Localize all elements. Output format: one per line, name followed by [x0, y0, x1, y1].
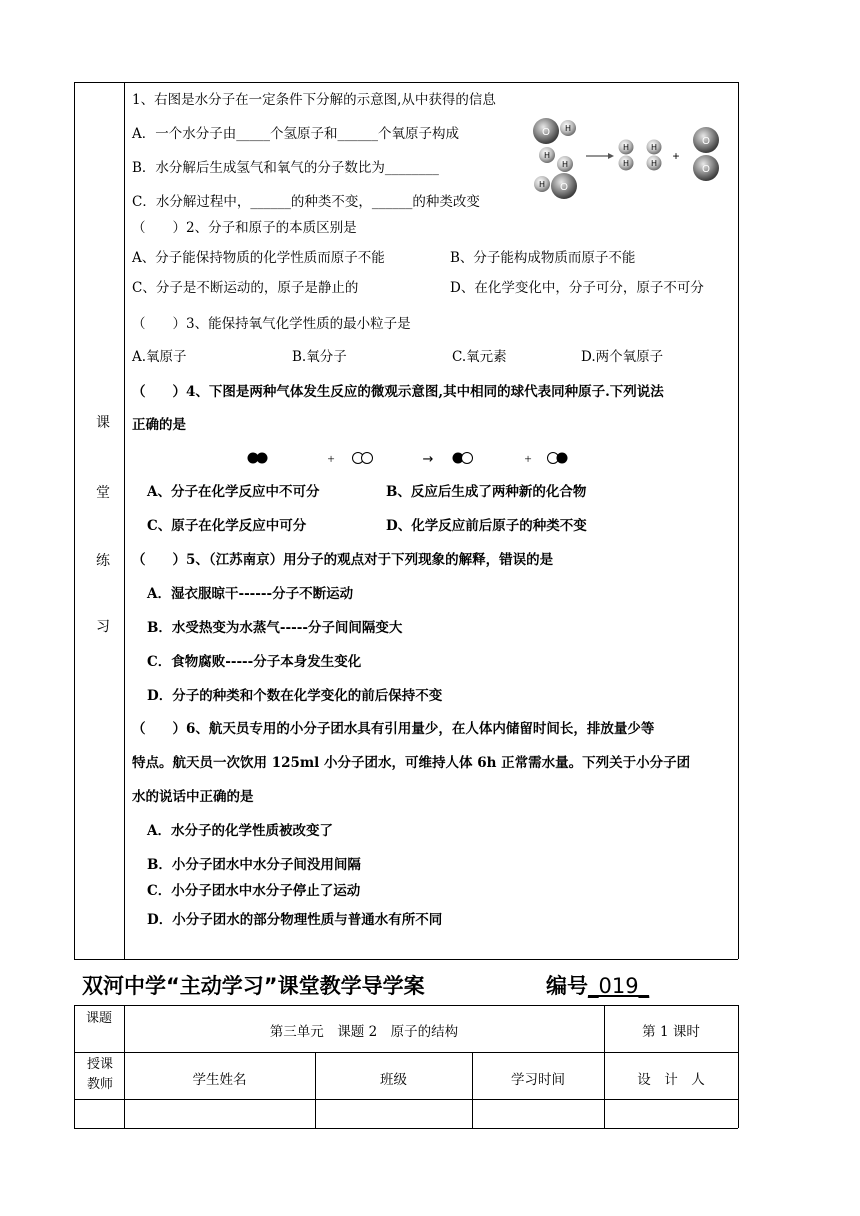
q3-option-b: B.氧分子 [292, 349, 347, 365]
q4-stem-line2: 正确的是 [132, 417, 186, 433]
atom-label: O [702, 164, 710, 175]
q5-option-d: D．分子的种类和个数在化学变化的前后保持不变 [147, 688, 443, 704]
q5-stem: （ ）5、（江苏南京）用分子的观点对于下列现象的解释，错误的是 [132, 552, 554, 568]
q6-stem-line3: 水的说话中正确的是 [132, 789, 254, 805]
atom-label: H [544, 151, 550, 160]
q2-option-c: C、分子是不断运动的，原子是静止的 [132, 280, 359, 296]
atom-label: H [651, 143, 657, 152]
q4-option-d: D、化学反应前后原子的种类不变 [386, 518, 587, 534]
student-name-header: 学生姓名 [192, 1072, 247, 1088]
q4-option-c: C、原子在化学反应中可分 [147, 518, 307, 534]
white-atom [362, 453, 373, 464]
atom-label: H [623, 159, 629, 168]
plus-sign: + [672, 149, 680, 163]
info-table-line [74, 1052, 738, 1053]
q2-option-d: D、在化学变化中，分子可分，原子不可分 [450, 280, 704, 296]
side-label-2: 堂 [96, 485, 110, 501]
reaction-arrowhead [608, 153, 614, 159]
teacher-label: 授课教师 [86, 1057, 113, 1092]
water-decomposition-diagram [528, 116, 728, 200]
reaction-molecule-diagram [240, 448, 580, 468]
side-label-1: 课 [96, 415, 110, 431]
q2-option-a: A、分子能保持物质的化学性质而原子不能 [132, 250, 385, 266]
practice-table-divider [124, 82, 125, 959]
info-table-line [74, 1128, 738, 1129]
info-table-line [315, 1052, 316, 1128]
atom-label: O [542, 127, 550, 138]
atom-label: O [702, 136, 710, 147]
worksheet-number-value: _019_ [588, 974, 650, 998]
practice-table-top [74, 82, 738, 83]
q2-option-b: B、分子能构成物质而原子不能 [450, 250, 636, 266]
q6-stem-line2: 特点。航天员一次饮用 125ml 小分子团水，可维持人体 6h 正常需水量。下列关于小分子团 [132, 755, 691, 771]
q1-option-b: B．水分解后生成氢气和氧气的分子数比为________ [132, 160, 439, 176]
atom-label: H [565, 124, 571, 133]
side-label-4: 习 [96, 619, 110, 635]
q1-option-a: A．一个水分子由_____个氢原子和______个氧原子构成 [132, 126, 459, 142]
atom-label: H [562, 160, 568, 169]
practice-table-right [738, 82, 739, 959]
designer-header: 设 计 人 [637, 1072, 705, 1088]
q4-option-a: A、分子在化学反应中不可分 [147, 484, 320, 500]
study-time-header: 学习时间 [511, 1072, 565, 1088]
q5-option-a: A．湿衣服晾干------分子不断运动 [147, 586, 354, 602]
worksheet-number [546, 970, 649, 1000]
q6-option-b: B．小分子团水中水分子间没用间隔 [147, 857, 361, 873]
q4-stem-line1: （ ）4、下图是两种气体发生反应的微观示意图,其中相同的球代表同种原子.下列说法 [132, 384, 664, 400]
practice-table-left [74, 82, 75, 959]
info-table-line [738, 1005, 739, 1128]
q6-stem-line1: （ ）6、航天员专用的小分子团水具有引用量少，在人体内储留时间长，排放量少等 [132, 721, 655, 737]
worksheet-number-label: 编号 [546, 974, 588, 998]
arrow-sign: → [422, 452, 434, 467]
info-table-line [74, 1099, 738, 1100]
side-label-3: 练 [96, 553, 110, 569]
q6-option-a: A．水分子的化学性质被改变了 [147, 823, 333, 839]
q6-option-d: D．小分子团水的部分物理性质与普通水有所不同 [147, 912, 443, 928]
q5-option-c: C．食物腐败-----分子本身发生变化 [147, 654, 362, 670]
info-table-line [74, 1005, 738, 1006]
q3-option-a: A.氧原子 [132, 349, 187, 365]
worksheet-title: 双河中学“主动学习”课堂教学导学案 [82, 974, 425, 998]
q6-option-c: C．小分子团水中水分子停止了运动 [147, 883, 361, 899]
q5-option-b: B．水受热变为水蒸气-----分子间间隔变大 [147, 620, 403, 636]
info-table-line [472, 1052, 473, 1128]
q3-stem: （ ）3、能保持氧气化学性质的最小粒子是 [132, 316, 411, 332]
practice-table-bottom [74, 959, 738, 960]
plus-sign: + [327, 451, 335, 466]
atom-label: H [623, 143, 629, 152]
atom-label: H [539, 180, 545, 189]
q1-option-c: C．水分解过程中，______的种类不变，______的种类改变 [132, 194, 480, 210]
black-atom [557, 453, 568, 464]
q4-option-b: B、反应后生成了两种新的化合物 [386, 484, 587, 500]
q2-stem: （ ）2、分子和原子的本质区别是 [132, 220, 357, 236]
atom-label: H [651, 159, 657, 168]
plus-sign: + [524, 451, 532, 466]
white-atom [462, 453, 473, 464]
q3-option-c: C.氧元素 [452, 349, 507, 365]
period-label: 第 1 课时 [642, 1024, 700, 1040]
black-atom [257, 453, 268, 464]
atom-label: O [560, 182, 568, 193]
q3-option-d: D.两个氧原子 [581, 349, 664, 365]
topic-label: 课题 [86, 1011, 113, 1026]
topic-value: 第三单元 课题 2 原子的结构 [269, 1024, 459, 1040]
q1-stem: 1、右图是水分子在一定条件下分解的示意图,从中获得的信息 [132, 92, 496, 108]
info-table-line [74, 1005, 75, 1128]
class-header: 班级 [380, 1072, 407, 1088]
